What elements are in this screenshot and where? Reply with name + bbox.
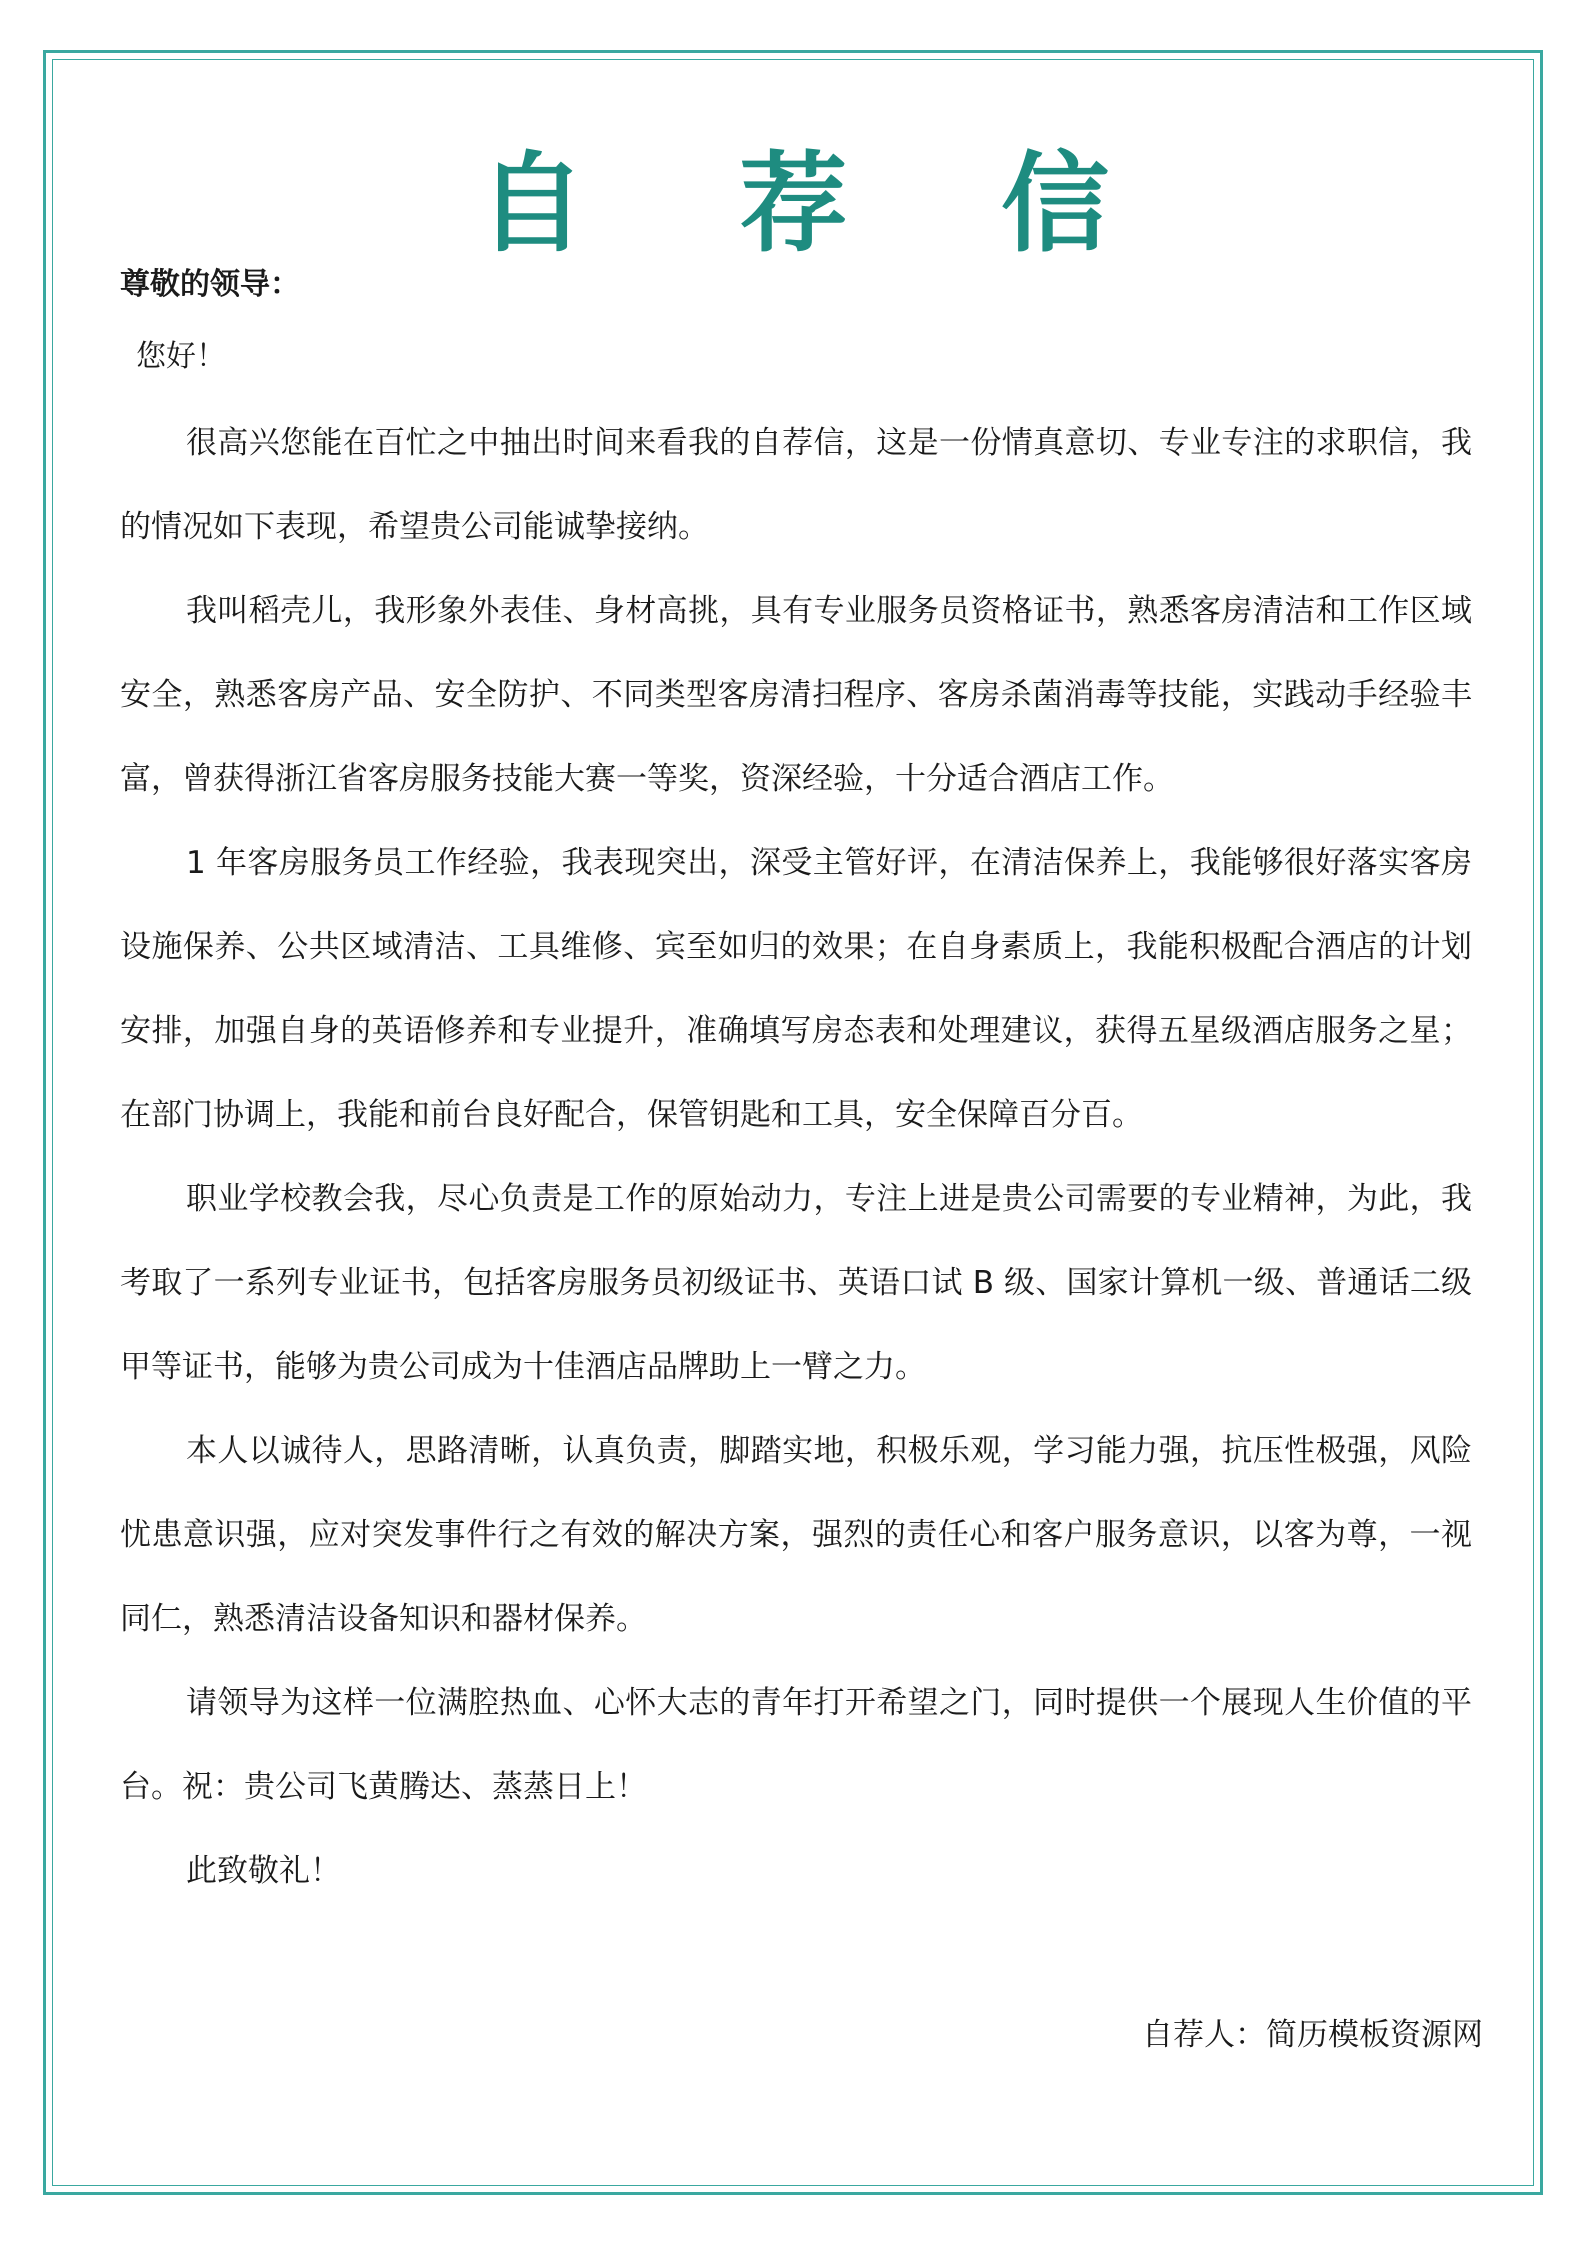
paragraph-intro: 很高兴您能在百忙之中抽出时间来看我的自荐信，这是一份情真意切、专业专注的求职信，我的情况如下表现，希望贵公司能诚挚接纳。 (120, 425, 1472, 545)
letter-body (120, 255, 1472, 1913)
closing: 此致敬礼！ (186, 1853, 341, 1889)
letter-title: 自 荐 信 (477, 142, 1168, 268)
paragraph-certificates: 职业学校教会我，尽心负责是工作的原始动力，专注上进是贵公司需要的专业精神，为此，我考取了一系列专业证书，包括客房服务员初级证书、英语口试 B 级、国家计算机一级、普通话二级甲等证书，能够为贵公司成为十佳酒店品牌助上一臂之力。 (120, 1181, 1472, 1385)
paragraph-personality: 本人以诚待人，思路清晰，认真负责，脚踏实地，积极乐观，学习能力强，抗压性极强，风险忧患意识强，应对突发事件行之有效的解决方案，强烈的责任心和客户服务意识，以客为尊，一视同仁，熟悉清洁设备知识和器材保养。 (120, 1433, 1472, 1637)
paragraph-profile: 我叫稻壳儿，我形象外表佳、身材高挑，具有专业服务员资格证书，熟悉客房清洁和工作区域安全，熟悉客房产品、安全防护、不同类型客房清扫程序、客房杀菌消毒等技能，实践动手经验丰富，曾获得浙江省客房服务技能大赛一等奖，资深经验，十分适合酒店工作。 (120, 593, 1472, 797)
salutation: 尊敬的领导： (120, 267, 300, 302)
paragraph-experience: 1 年客房服务员工作经验，我表现突出，深受主管好评，在清洁保养上，我能够很好落实客房设施保养、公共区域清洁、工具维修、宾至如归的效果；在自身素质上，我能积极配合酒店的计划安排，加强自身的英语修养和专业提升，准确填写房态表和处理建议，获得五星级酒店服务之星；在部门协调上，我能和前台良好配合，保管钥匙和工具，安全保障百分百。 (120, 845, 1472, 1133)
signature: 自荐人：简历模板资源网 (1142, 2017, 1483, 2053)
greeting: 您好！ (136, 339, 226, 374)
paragraph-request: 请领导为这样一位满腔热血、心怀大志的青年打开希望之门，同时提供一个展现人生价值的平台。祝：贵公司飞黄腾达、蒸蒸日上！ (120, 1685, 1472, 1805)
